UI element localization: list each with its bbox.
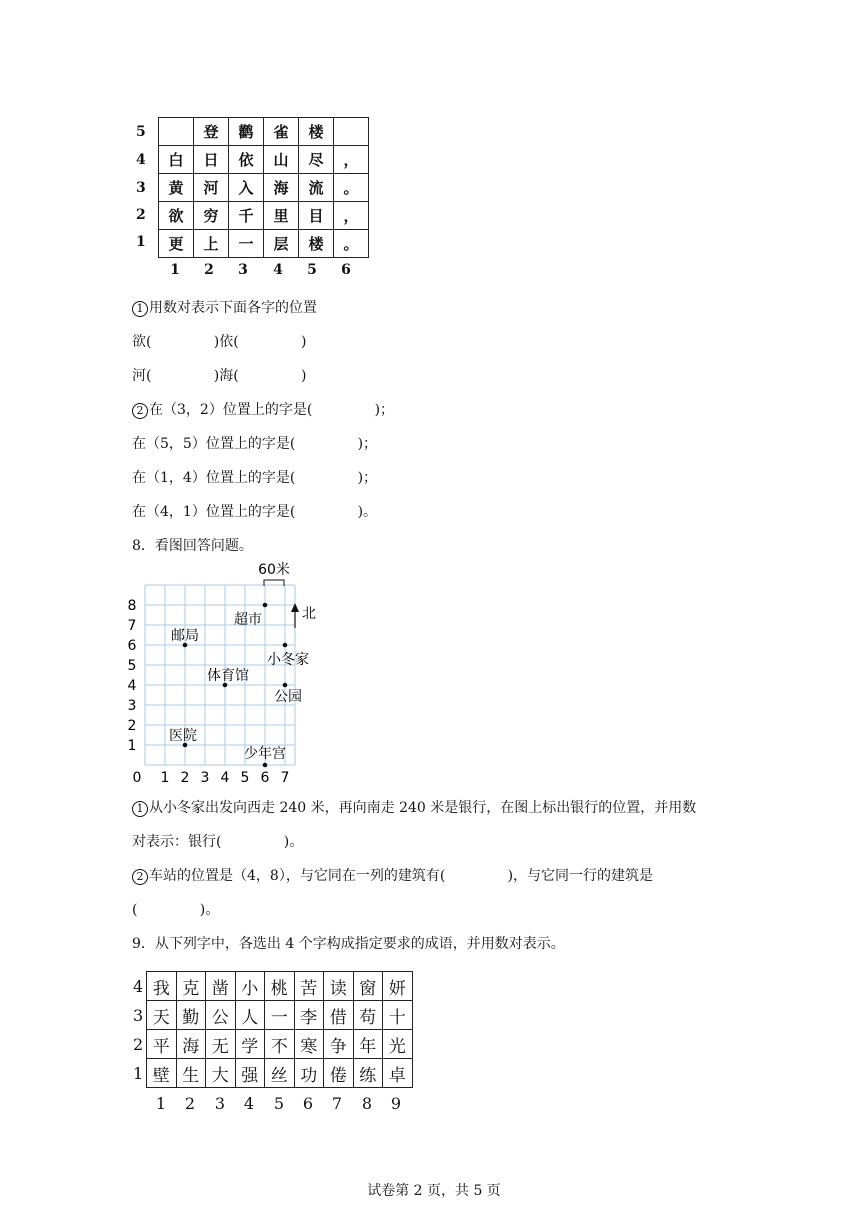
q7-part2-line-4: 在（4，1）位置上的字是( )。 [132, 504, 378, 520]
poem-cell [334, 118, 369, 146]
idiom-row-label: 3 [133, 1006, 144, 1025]
poem-cell: 河 [194, 174, 229, 202]
poem-col-label: 5 [307, 262, 317, 278]
poem-cell: 目 [299, 202, 334, 230]
idiom-cell: 妍 [383, 972, 413, 1001]
y-axis-label: 5 [127, 658, 137, 674]
poem-cell: 更 [159, 230, 194, 258]
idiom-cell: 凿 [206, 972, 236, 1001]
poem-cell [159, 118, 194, 146]
y-axis-label: 7 [127, 618, 137, 634]
place-dot [283, 683, 288, 688]
poem-row-label: 2 [136, 207, 146, 223]
idiom-cell: 克 [176, 972, 206, 1001]
idiom-cell: 读 [324, 972, 354, 1001]
poem-cell: 。 [334, 174, 369, 202]
poem-row-label: 1 [136, 234, 146, 250]
poem-cell: ， [334, 202, 369, 230]
q8-part1 [132, 797, 696, 817]
scale-label: 60米 [258, 562, 290, 578]
poem-col-label: 2 [204, 262, 214, 278]
y-axis-label: 8 [127, 598, 137, 614]
poem-col-label: 1 [170, 262, 180, 278]
idiom-cell: 壁 [147, 1059, 177, 1088]
poem-cell: 一 [229, 230, 264, 258]
idiom-row-label: 4 [133, 977, 144, 996]
poem-cell: 千 [229, 202, 264, 230]
place-label: 小冬家 [267, 652, 309, 668]
place-label: 公园 [274, 689, 302, 705]
place-dot [283, 643, 288, 648]
idiom-cell: 倦 [324, 1059, 354, 1088]
poem-cell: 雀 [264, 118, 299, 146]
scale-bracket [258, 561, 290, 586]
poem-cell: 依 [229, 146, 264, 174]
q8-part1-line-2: 对表示：银行( )。 [132, 834, 304, 850]
idiom-cell: 练 [353, 1059, 383, 1088]
poem-cell: 海 [264, 174, 299, 202]
circled-number-1: 1 [132, 801, 148, 817]
q7-part2-line-3: 在（1，4）位置上的字是( )； [132, 470, 378, 486]
q8-part1-line-1: 从小冬家出发向西走 240 米，再向南走 240 米是银行，在图上标出银行的位置，并用数 [149, 800, 697, 816]
idiom-col-label: 4 [243, 1094, 255, 1113]
q7-part2-line-2: 在（5，5）位置上的字是( )； [132, 436, 378, 452]
idiom-cell: 无 [206, 1030, 236, 1059]
x-axis-label: 3 [200, 770, 210, 786]
circled-number-2: 2 [132, 869, 148, 885]
poem-cell: 白 [159, 146, 194, 174]
y-axis-label: 1 [127, 738, 137, 754]
q9-title: 9．从下列字中，各选出 4 个字构成指定要求的成语，并用数对表示。 [132, 936, 565, 952]
idiom-row-label: 1 [133, 1064, 144, 1083]
poem-col-label: 6 [341, 262, 351, 278]
q8-part2-line-1: 车站的位置是（4，8），与它同在一列的建筑有( )，与它同一行的建筑是 [149, 868, 654, 884]
q7-blank-line-1: 欲( )依( ) [132, 334, 307, 350]
poem-cell: 楼 [299, 118, 334, 146]
poem-cell: 尽 [299, 146, 334, 174]
idiom-grid [146, 971, 413, 1088]
poem-cell: 层 [264, 230, 299, 258]
place-dot [263, 603, 268, 608]
q7-part1 [132, 297, 317, 317]
page-footer: 试卷第 2 页，共 5 页 [367, 1183, 501, 1199]
idiom-cell: 不 [265, 1030, 295, 1059]
q7-blank-line-2: 河( )海( ) [132, 368, 307, 384]
x-axis-label: 6 [260, 770, 270, 786]
idiom-cell: 天 [147, 1001, 177, 1030]
idiom-cell: 争 [324, 1030, 354, 1059]
poem-cell: 。 [334, 230, 369, 258]
q7-part2-line-1: 在（3，2）位置上的字是( )； [149, 402, 395, 418]
y-axis-label: 2 [127, 718, 137, 734]
idiom-cell: 学 [235, 1030, 265, 1059]
place-label: 医院 [169, 728, 197, 744]
x-axis-label: 5 [240, 770, 250, 786]
idiom-cell: 光 [383, 1030, 413, 1059]
idiom-cell: 十 [383, 1001, 413, 1030]
idiom-cell: 功 [294, 1059, 324, 1088]
idiom-cell: 我 [147, 972, 177, 1001]
x-axis-label: 1 [160, 770, 170, 786]
y-axis-label: 3 [127, 698, 137, 714]
idiom-cell: 借 [324, 1001, 354, 1030]
circled-number-2: 2 [132, 403, 148, 419]
idiom-cell: 苟 [353, 1001, 383, 1030]
x-axis-label: 0 [132, 770, 142, 786]
idiom-row-label: 2 [133, 1035, 144, 1054]
idiom-col-label: 5 [273, 1094, 285, 1113]
poem-cell: 登 [194, 118, 229, 146]
poem-cell: 黄 [159, 174, 194, 202]
idiom-col-label: 2 [184, 1094, 196, 1113]
idiom-cell: 海 [176, 1030, 206, 1059]
idiom-cell: 平 [147, 1030, 177, 1059]
north-label: 北 [302, 606, 316, 622]
poem-cell: 楼 [299, 230, 334, 258]
poem-cell: ， [334, 146, 369, 174]
idiom-cell: 寒 [294, 1030, 324, 1059]
poem-cell: 鹳 [229, 118, 264, 146]
idiom-cell: 大 [206, 1059, 236, 1088]
poem-cell: 入 [229, 174, 264, 202]
idiom-cell: 年 [353, 1030, 383, 1059]
idiom-cell: 一 [265, 1001, 295, 1030]
poem-col-label: 3 [238, 262, 248, 278]
poem-row-label: 3 [136, 180, 146, 196]
x-axis-label: 7 [280, 770, 290, 786]
idiom-col-label: 3 [214, 1094, 226, 1113]
q8-part2-line-2: ( )。 [132, 902, 220, 918]
idiom-cell: 桃 [265, 972, 295, 1001]
q7-part1-text: 用数对表示下面各字的位置 [149, 300, 317, 316]
idiom-col-label: 6 [302, 1094, 314, 1113]
x-axis-label: 2 [180, 770, 190, 786]
place-label: 邮局 [171, 628, 199, 644]
poem-cell: 上 [194, 230, 229, 258]
poem-grid [158, 117, 369, 258]
q8-title: 8．看图回答问题。 [132, 538, 253, 554]
idiom-cell: 卓 [383, 1059, 413, 1088]
y-axis-label: 6 [127, 638, 137, 654]
place-label: 体育馆 [207, 668, 249, 684]
map-diagram [120, 556, 340, 786]
poem-cell: 欲 [159, 202, 194, 230]
idiom-cell: 公 [206, 1001, 236, 1030]
poem-cell: 流 [299, 174, 334, 202]
idiom-cell: 窗 [353, 972, 383, 1001]
poem-col-label: 4 [273, 262, 283, 278]
idiom-cell: 苦 [294, 972, 324, 1001]
idiom-col-label: 9 [390, 1094, 402, 1113]
idiom-cell: 强 [235, 1059, 265, 1088]
q8-part2 [132, 865, 653, 885]
poem-cell: 山 [264, 146, 299, 174]
place-dot [263, 763, 268, 768]
place-label: 少年宫 [244, 746, 286, 762]
idiom-col-label: 7 [331, 1094, 343, 1113]
poem-row-label: 4 [136, 152, 146, 168]
idiom-cell: 生 [176, 1059, 206, 1088]
idiom-cell: 李 [294, 1001, 324, 1030]
place-label: 超市 [234, 612, 262, 628]
poem-cell: 穷 [194, 202, 229, 230]
q7-part2 [132, 399, 394, 419]
idiom-cell: 小 [235, 972, 265, 1001]
poem-cell: 里 [264, 202, 299, 230]
idiom-cell: 勤 [176, 1001, 206, 1030]
poem-cell: 日 [194, 146, 229, 174]
idiom-col-label: 8 [361, 1094, 373, 1113]
circled-number-1: 1 [132, 301, 148, 317]
idiom-cell: 丝 [265, 1059, 295, 1088]
idiom-col-label: 1 [155, 1094, 167, 1113]
x-axis-label: 4 [220, 770, 230, 786]
poem-row-label: 5 [136, 124, 146, 140]
north-arrow-icon [291, 603, 299, 628]
y-axis-label: 4 [127, 678, 137, 694]
idiom-cell: 人 [235, 1001, 265, 1030]
